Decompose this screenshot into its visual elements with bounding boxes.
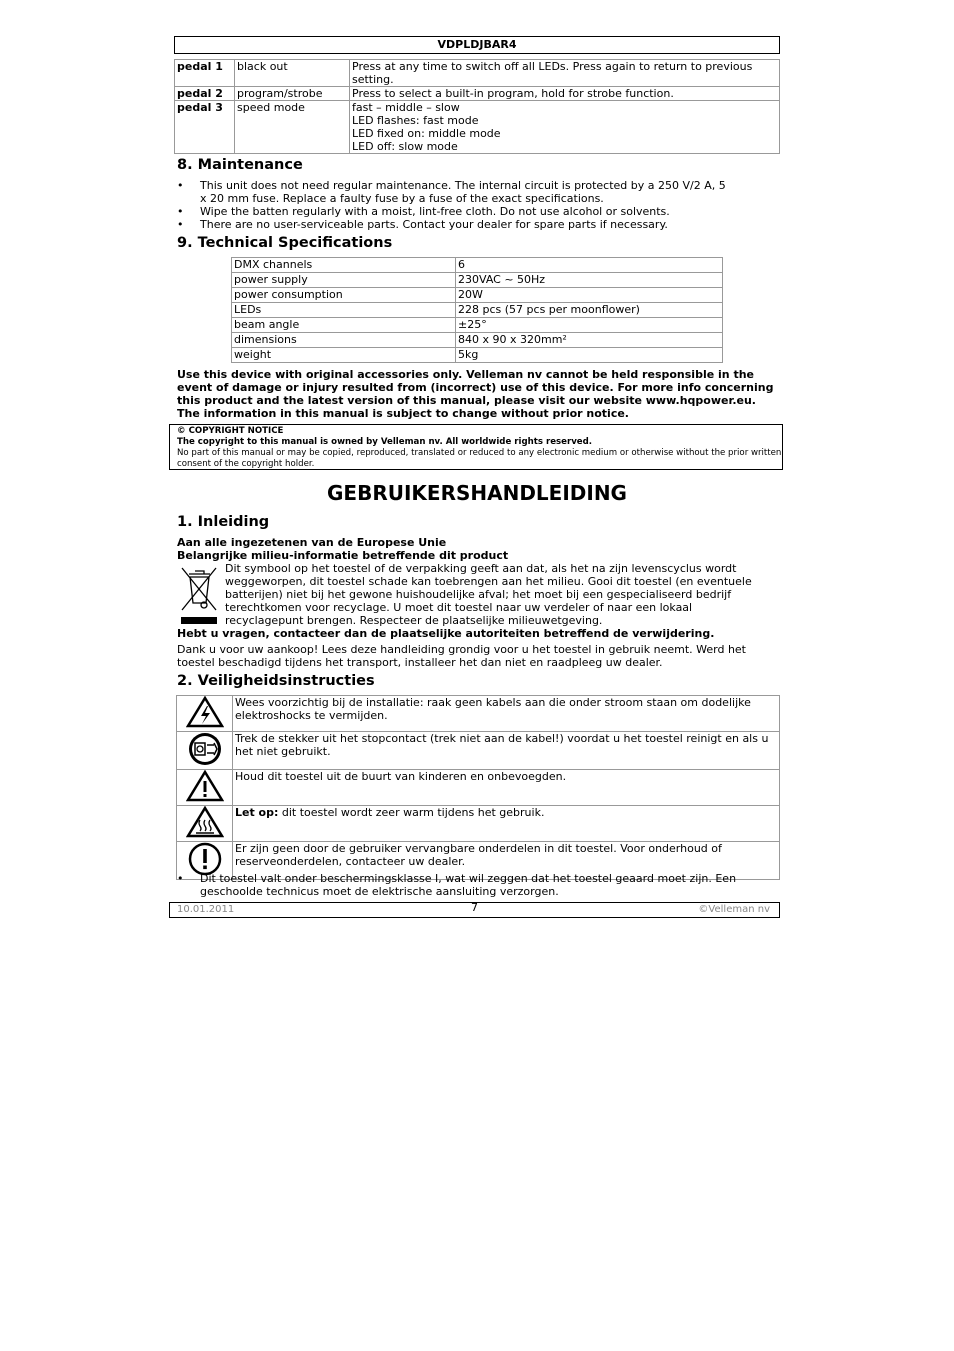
spec-value: ±25° xyxy=(456,318,723,333)
table-row xyxy=(177,732,780,770)
safety-text: dit toestel wordt zeer warm tijdens het gebruik. xyxy=(278,806,545,819)
unplug-icon xyxy=(188,732,222,766)
spec-value: 230VAC ~ 50Hz xyxy=(456,273,723,288)
pedal-description: Press to select a built-in program, hold for strobe function. xyxy=(350,87,780,101)
safety-text: Wees voorzichtig bij de installatie: raak geen kabels aan die onder stroom staan om dodelijke elektroshocks te vermijden. xyxy=(233,696,780,732)
specs-heading: 9. Technical Specifications xyxy=(177,235,393,251)
copyright-title: © COPYRIGHT NOTICE xyxy=(177,426,284,436)
pedal-table xyxy=(174,59,780,154)
spec-value: 840 x 90 x 320mm² xyxy=(456,333,723,348)
pedal-name: pedal 3 xyxy=(175,101,235,154)
thanks-text: Dank u voor uw aankoop! Lees deze handleiding grondig voor u het toestel in gebruik neemt. Werd het toestel beschadigd tijdens het transport, installeer het dan niet en raadpleeg uw dealer. xyxy=(177,643,746,669)
spec-label: power supply xyxy=(232,273,456,288)
weee-text: Dit symbool op het toestel of de verpakking geeft aan dat, als het na zijn levenscyclus wordt weggeworpen, dit toestel schade kan toebrengen aan het milieu. Gooi dit toestel (en eventuele batterijen) niet bij het gewone huishoudelijke afval; het moet bij een gespecialiseerd bedrijf terechtkomen voor recyclage. U moet dit toestel naar uw verdeler of naar een lokaal recyclagepunt brengen. Respecteer de plaatselijke milieuwetgeving. xyxy=(225,562,752,627)
pedal-description xyxy=(350,101,780,154)
safety-text: Trek de stekker uit het stopcontact (trek niet aan de kabel!) voordat u het toestel reinigt en als u het niet gebruikt. xyxy=(233,732,780,770)
spec-value: 5kg xyxy=(456,348,723,363)
footer-company: ©Velleman nv xyxy=(698,904,770,915)
spec-value: 6 xyxy=(456,258,723,273)
copyright-notice xyxy=(169,424,783,470)
pedal-name: pedal 1 xyxy=(175,60,235,87)
safety-list xyxy=(177,872,777,898)
pedal-function: program/strobe xyxy=(235,87,350,101)
list-item: • Wipe the batten regularly with a moist, lint-free cloth. Do not use alcohol or solvents. xyxy=(177,205,777,218)
spec-value: 20W xyxy=(456,288,723,303)
speed-line: fast – middle – slow xyxy=(352,101,460,114)
page-footer xyxy=(169,902,780,918)
safety-table xyxy=(176,695,780,880)
general-warning-icon xyxy=(186,770,224,802)
list-item: • There are no user-serviceable parts. Contact your dealer for spare parts if necessary. xyxy=(177,218,777,231)
table-row xyxy=(177,696,780,732)
intro-heading: 1. Inleiding xyxy=(177,514,270,530)
maintenance-list xyxy=(177,179,777,231)
footer-date: 10.01.2011 xyxy=(177,904,235,915)
spec-label: weight xyxy=(232,348,456,363)
table-row xyxy=(232,288,723,303)
spec-label: beam angle xyxy=(232,318,456,333)
safety-text: Er zijn geen door de gebruiker vervangbare onderdelen in dit toestel. Voor onderhoud of reserveonderdelen, contacteer uw dealer. xyxy=(233,842,780,880)
table-row xyxy=(232,303,723,318)
caution-label: Let op: xyxy=(235,806,279,819)
table-row xyxy=(175,60,780,87)
specs-table xyxy=(231,257,723,363)
page-number: 7 xyxy=(471,901,478,914)
safety-text: Houd dit toestel uit de buurt van kinderen en onbevoegden. xyxy=(233,770,780,806)
spec-label: dimensions xyxy=(232,333,456,348)
speed-line: LED off: slow mode xyxy=(352,140,458,153)
copyright-text: No part of this manual or may be copied, reproduced, translated or reduced to any electronic medium or otherwise without the prior written consent of the copyright holder. xyxy=(177,448,782,469)
pedal-function: speed mode xyxy=(235,101,350,154)
table-row xyxy=(232,348,723,363)
intro-subheading: Aan alle ingezetenen van de Europese Unie xyxy=(177,536,447,549)
spec-value: 228 pcs (57 pcs per moonflower) xyxy=(456,303,723,318)
table-row xyxy=(177,806,780,842)
spec-label: LEDs xyxy=(232,303,456,318)
table-row xyxy=(175,87,780,101)
model-header: VDPLDJBAR4 xyxy=(174,36,780,54)
spec-label: DMX channels xyxy=(232,258,456,273)
spec-label: power consumption xyxy=(232,288,456,303)
table-row xyxy=(177,770,780,806)
copyright-owner: The copyright to this manual is owned by Velleman nv. All worldwide rights reserved. xyxy=(177,437,593,447)
table-row xyxy=(175,101,780,154)
pedal-name: pedal 2 xyxy=(175,87,235,101)
hot-surface-icon xyxy=(186,806,224,838)
safety-heading: 2. Veiligheidsinstructies xyxy=(177,673,375,689)
pedal-function: black out xyxy=(235,60,350,87)
list-item: • Dit toestel valt onder beschermingsklasse I, wat wil zeggen dat het toestel geaard moet zijn. Een geschoolde technicus moet de elektrische aansluiting verzorgen. xyxy=(177,872,777,898)
disposal-questions: Hebt u vragen, contacteer dan de plaatselijke autoriteiten betreffend de verwijdering. xyxy=(177,627,715,640)
speed-line: LED flashes: fast mode xyxy=(352,114,479,127)
table-row xyxy=(232,318,723,333)
table-row xyxy=(232,273,723,288)
speed-line: LED fixed on: middle mode xyxy=(352,127,501,140)
list-item: • This unit does not need regular maintenance. The internal circuit is protected by a 250 V/2 A, 5 x 20 mm fuse. Replace a faulty fuse by a fuse of the exact specifications. xyxy=(177,179,777,205)
table-row xyxy=(232,333,723,348)
crossed-bin-icon xyxy=(179,565,221,625)
electric-shock-warning-icon xyxy=(186,696,224,728)
document-title: GEBRUIKERSHANDLEIDING xyxy=(327,481,627,505)
pedal-description: Press at any time to switch off all LEDs. Press again to return to previous setting. xyxy=(350,60,780,87)
disclaimer: Use this device with original accessories only. Velleman nv cannot be held responsible in the event of damage or injury resulted from (incorrect) use of this device. For more info concerning this product and the latest version of this manual, please visit our website www.hqpower.eu. The information in this manual is subject to change without prior notice. xyxy=(177,368,774,420)
table-row xyxy=(232,258,723,273)
intro-subheading: Belangrijke milieu-informatie betreffende dit product xyxy=(177,549,509,562)
attention-icon xyxy=(188,842,222,876)
maintenance-heading: 8. Maintenance xyxy=(177,157,303,173)
